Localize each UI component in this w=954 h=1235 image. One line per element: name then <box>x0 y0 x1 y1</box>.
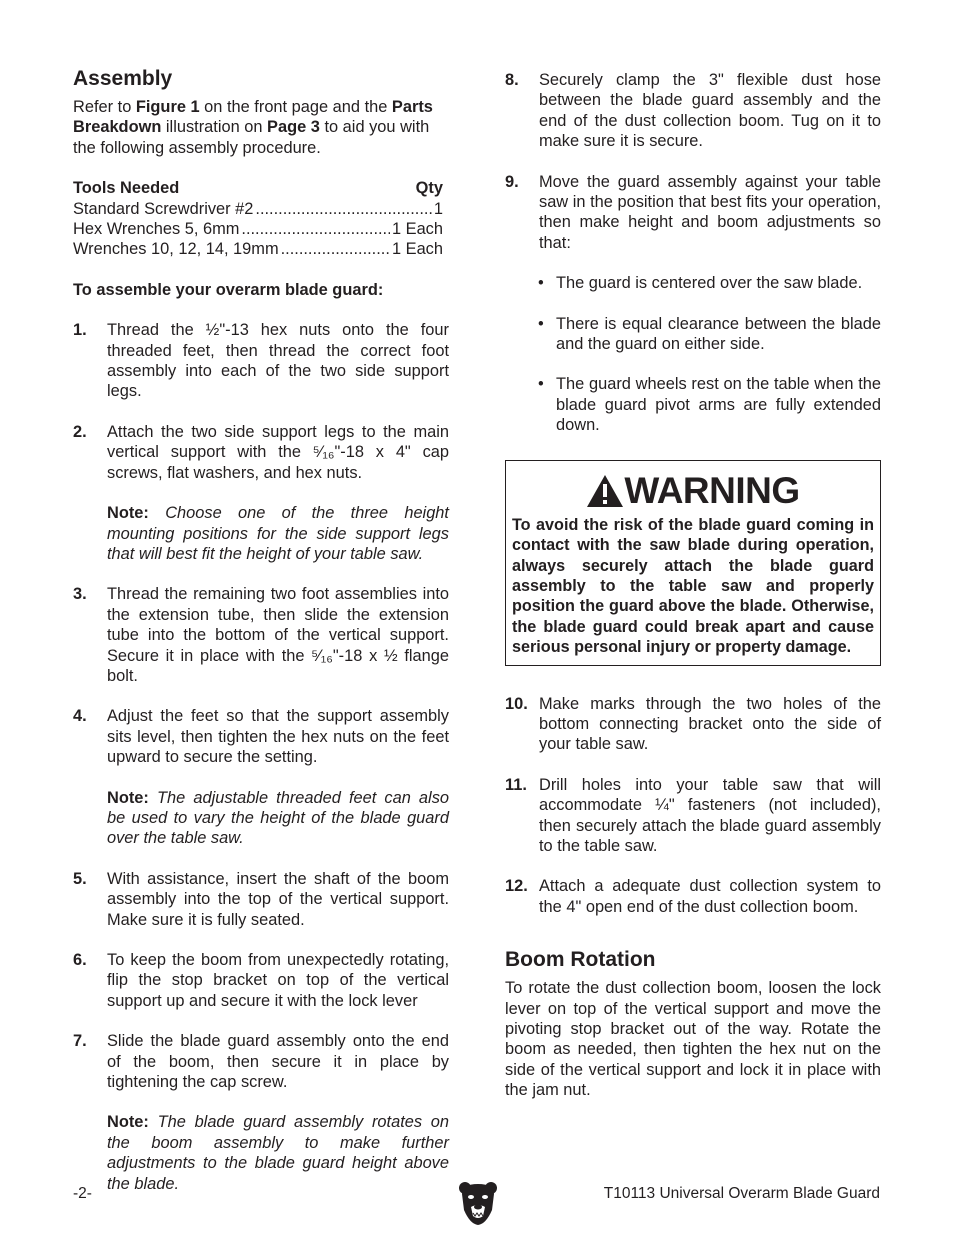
step-12: 12. Attach a adequate dust collection system to the 4" open end of the dust collection boom. <box>505 877 881 916</box>
step-2-note: Note: Choose one of the three height mounting positions for the side support legs that will best fit the height of your table saw. <box>107 504 449 563</box>
tool-row: Standard Screwdriver #2 ..... 1 <box>73 199 443 219</box>
assembly-heading: Assembly <box>73 67 173 90</box>
bullet-item: • The guard is centered over the saw blade. <box>538 274 863 293</box>
step-10: 10. Make marks through the two holes of the bottom connecting bracket onto the side of your table saw. <box>505 694 881 754</box>
step-9: 9. Move the guard assembly against your table saw in the position that best fits your operation, then make height and boom adjustments so that: <box>505 172 881 252</box>
step-6: 6. To keep the boom from unexpectedly rotating, flip the stop bracket on top of the vertical support up and secure it with the lock lever <box>73 951 449 1010</box>
step-7-note: Note: The blade guard assembly rotates on the boom assembly to make further adjustments to the blade guard height above the blade. <box>107 1113 449 1193</box>
step-8: 8. Securely clamp the 3" flexible dust hose between the blade guard assembly and the end of the dust collection boom. Tug on it to make sure it is secure. <box>505 71 881 151</box>
step-1: 1. Thread the ½"-13 hex nuts onto the four threaded feet, then thread the correct foot assembly into each of the two side support legs. <box>73 321 449 401</box>
document-title: T10113 Universal Overarm Blade Guard <box>603 1185 880 1202</box>
page-number: -2- <box>73 1185 92 1202</box>
warning-text: To avoid the risk of the blade guard coming in contact with the saw blade during operation, always securely attach the blade guard assembly to the table saw and properly position the guard above the blade. Otherwise, the blade guard could break apart and cause serious personal injury or property damage. <box>512 515 874 657</box>
tool-row: Wrenches 10, 12, 14, 19mm ..... 1 Each <box>73 239 443 259</box>
bear-logo-icon <box>458 1180 498 1226</box>
step-5: 5. With assistance, insert the shaft of the boom assembly into the top of the vertical support. Make sure it is fully seated. <box>73 869 449 929</box>
tools-table <box>73 178 443 260</box>
warning-word: WARNING <box>624 469 800 511</box>
step-4: 4. Adjust the feet so that the support assembly sits level, then tighten the hex nuts on the feet upward to secure the setting. Note: The adjustable threaded feet can also be used to vary the height of the blade guard over the table saw. <box>73 707 450 848</box>
bullet-item: • There is equal clearance between the blade and the guard on either side. <box>538 314 881 354</box>
tool-row: Hex Wrenches 5, 6mm ..... 1 Each <box>73 219 443 239</box>
step-4-note: Note: The adjustable threaded feet can also be used to vary the height of the blade guard over the table saw. <box>107 788 450 848</box>
step-7: 7. Slide the blade guard assembly onto the end of the boom, then secure it in place by tightening the cap screw. Note: The blade guard assembly rotates on the boom assembly to make further adjustments to the blade guard height above the blade. <box>73 1032 449 1193</box>
step-11: 11. Drill holes into your table saw that will accommodate ¼" fasteners (not included), then securely attach the blade guard assembly to the table saw. <box>505 775 881 855</box>
procedure-heading: To assemble your overarm blade guard: <box>73 280 384 299</box>
warning-triangle-icon <box>586 474 624 508</box>
right-column <box>505 70 881 1101</box>
warning-title <box>512 469 874 513</box>
assembly-intro: Refer to Figure 1 on the front page and the Parts Breakdown illustration on Page 3 to aid you with the following assembly procedure. <box>73 98 433 157</box>
step-2: 2. Attach the two side support legs to the main vertical support with the ⁵⁄₁₆"-18 x 4" cap screws, flat washers, and hex nuts. Note: Choose one of the three height mounting positions for the side support legs that will best fit the height of your table saw. <box>73 422 449 563</box>
bullet-item: • The guard wheels rest on the table when the blade guard pivot arms are fully extended down. <box>538 375 881 435</box>
boom-rotation-text: To rotate the dust collection boom, loosen the lock lever on top of the vertical support and move the pivoting stop bracket out of the way. Rotate the boom as needed, then tighten the hex nut on the side of the vertical support and lock it in place with the jam nut. <box>505 979 881 1100</box>
warning-box <box>505 460 881 666</box>
step-3: 3. Thread the remaining two foot assemblies into the extension tube, then slide the extension tube into the bottom of the vertical support. Secure it in place with the ⁵⁄₁₆"-18 x ½ flange bolt. <box>73 585 449 685</box>
boom-rotation-heading: Boom Rotation <box>505 948 656 972</box>
tools-header: Tools Needed Qty <box>73 179 443 198</box>
left-column <box>73 66 449 1194</box>
